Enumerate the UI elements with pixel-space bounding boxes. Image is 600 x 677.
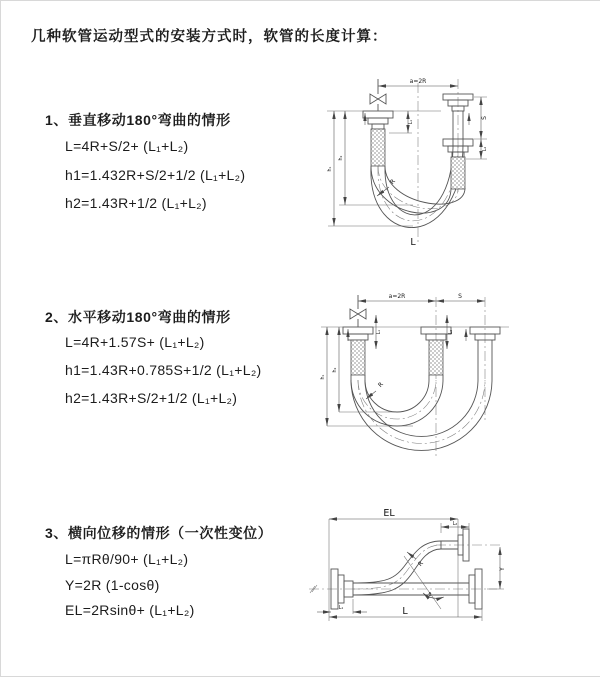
dim-label-s: S — [458, 293, 462, 300]
displaced-hose — [353, 541, 458, 595]
dim-label-h1: h₁ — [321, 374, 326, 380]
section-1-formula-h2: h2=1.43R+1/2 (L₁+L₂) — [65, 195, 207, 211]
dim-label-l2: L₂ — [452, 522, 458, 527]
extension-lines — [329, 519, 504, 621]
dim-label-l: L — [410, 237, 416, 248]
section-3-formula-Y: Y=2R (1-cosθ) — [65, 577, 160, 593]
left-pipe-flange — [343, 327, 373, 375]
dimension-lines — [317, 519, 500, 617]
dim-label-a2r: a=2R — [388, 293, 406, 300]
dim-label-l2: L₂ — [449, 329, 454, 335]
dim-label-l1: L₁ — [338, 606, 344, 611]
section-2-formula-h2: h2=1.43R+S/2+1/2 (L₁+L₂) — [65, 390, 238, 406]
section-2-heading: 2、水平移动180°弯曲的情形 — [45, 309, 231, 325]
dim-label-s: S — [481, 116, 488, 120]
dim-label-y: Y — [499, 567, 506, 571]
diagram-lateral-displacement — [301, 499, 511, 639]
hose-curves — [351, 375, 492, 450]
valve-icon — [350, 295, 366, 327]
dim-label-l2: L₂ — [483, 146, 488, 152]
extension-lines — [321, 327, 509, 426]
valve-icon — [370, 79, 386, 111]
angle-construction — [404, 556, 444, 609]
diagram-vertical-180-bend — [313, 67, 513, 262]
section-1-formula-h1: h1=1.432R+S/2+1/2 (L₁+L₂) — [65, 167, 246, 183]
section-2-formula-L: L=4R+1.57S+ (L₁+L₂) — [65, 334, 205, 350]
dim-label-r: R — [376, 380, 385, 389]
section-1-heading: 1、垂直移动180°弯曲的情形 — [45, 112, 231, 128]
dim-label-a2r: a=2R — [409, 78, 427, 85]
dim-label-r: R — [416, 559, 425, 568]
section-2-formula-h1: h1=1.43R+0.785S+1/2 (L₁+L₂) — [65, 362, 262, 378]
section-3-formula-L: L=πRθ/90+ (L₁+L₂) — [65, 551, 189, 567]
diagram-horizontal-180-bend — [313, 285, 523, 470]
dim-label-l1: L₁ — [409, 119, 414, 125]
dim-label-l1: L₁ — [377, 329, 382, 335]
dim-label-theta: θ — [428, 593, 432, 598]
dim-label-el: EL — [383, 508, 395, 519]
dim-label-r: R — [388, 177, 397, 186]
section-3-formula-EL: EL=2Rsinθ+ (L₁+L₂) — [65, 602, 195, 618]
left-pipe-flange — [363, 111, 393, 166]
dim-label-h2: h₂ — [339, 155, 344, 161]
dim-label-h2: h₂ — [333, 367, 338, 373]
middle-pipe-flange — [421, 327, 451, 375]
page-title: 几种软管运动型式的安装方式时，软管的长度计算： — [31, 29, 388, 45]
dim-label-l: L — [402, 606, 408, 617]
section-1-formula-L: L=4R+S/2+ (L₁+L₂) — [65, 138, 189, 154]
section-3-heading: 3、横向位移的情形（一次性变位） — [45, 525, 273, 541]
dim-label-h1: h₁ — [328, 166, 333, 172]
